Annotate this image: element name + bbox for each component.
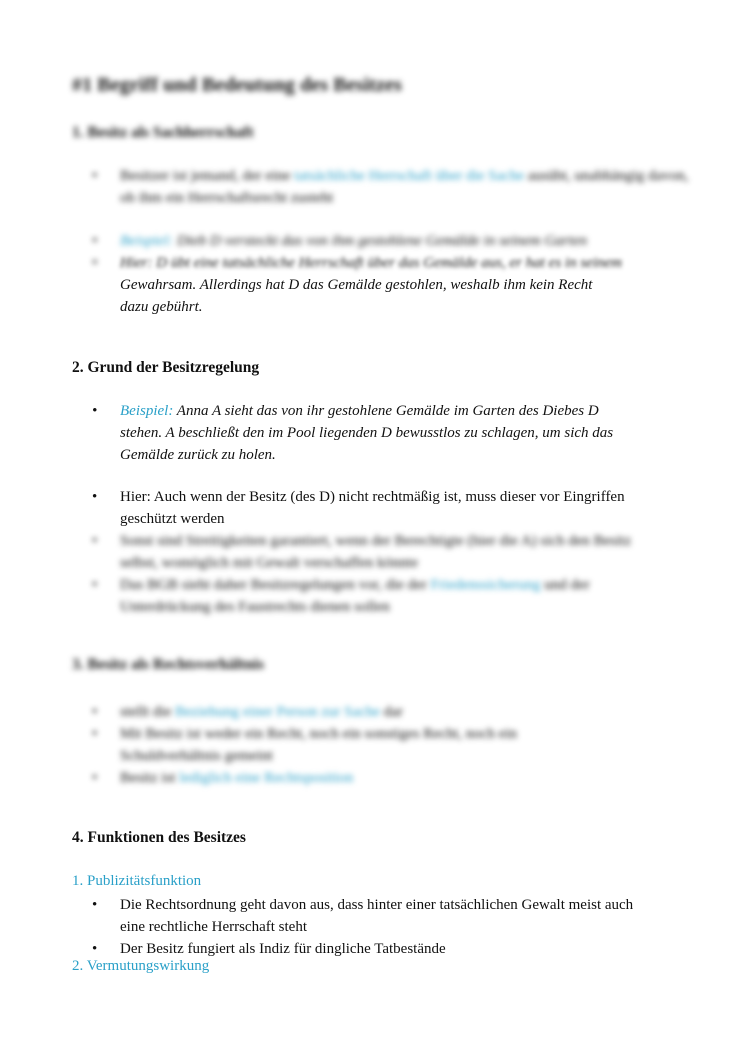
- section-1-example-list: [92, 230, 692, 318]
- bullet-icon: •: [92, 168, 98, 184]
- list-item-text: Besitzer ist jemand, der eine: [120, 168, 295, 184]
- list-item: [92, 894, 712, 938]
- list-item-text: eine rechtliche Herrschaft steht: [120, 919, 307, 935]
- list-item-text: Hier: D übt eine tatsächliche Herrschaft über das Gemälde aus, er hat es in seinem: [120, 255, 622, 271]
- bullet-icon: •: [92, 897, 98, 913]
- link-text[interactable]: lediglich eine Rechtsposition: [179, 770, 354, 786]
- list-item-text: Mit Besitz ist weder ein Recht, noch ein sonstiges Recht, noch ein: [120, 726, 518, 742]
- document-title: #1 Begriff und Bedeutung des Besitzes: [72, 74, 402, 96]
- list-item-text: Das BGB sieht daher Besitzregelungen vor, die der: [120, 577, 431, 593]
- section-3-list: [92, 701, 692, 789]
- list-item-text: und der: [540, 577, 590, 593]
- subsection-vermutung: 2. Vermutungswirkung: [72, 958, 210, 974]
- list-item-text: ausübt, unabhängig davon, ob ihm ein Herrschaftsrecht zusteht: [120, 168, 689, 206]
- section-4-heading: 4. Funktionen des Besitzes: [72, 829, 246, 846]
- list-item: [92, 574, 712, 618]
- section-2-heading: 2. Grund der Besitzregelung: [72, 359, 260, 376]
- list-item-text: dazu gebührt.: [120, 299, 203, 315]
- list-item-text: Besitz ist: [120, 770, 180, 786]
- bullet-icon: •: [92, 941, 98, 957]
- list-item: [92, 165, 692, 209]
- link-text[interactable]: Beziehung einer Person zur Sache: [175, 704, 380, 720]
- list-item-text: Gemälde zurück zu holen.: [120, 447, 276, 463]
- list-item: [92, 701, 692, 723]
- bullet-icon: •: [92, 770, 98, 786]
- list-item-text: Sonst sind Streitigkeiten garantiert, wenn der Berechtigte (hier die A) sich den Besitz: [120, 533, 632, 549]
- section-2-example-list: [92, 400, 702, 466]
- list-item-text: stellt die: [120, 704, 175, 720]
- bullet-icon: •: [92, 577, 98, 593]
- section-1-heading: 1. Besitz als Sachherrschaft: [72, 124, 254, 141]
- list-item: [92, 230, 692, 252]
- section-1-list: [92, 165, 692, 209]
- list-item-text: Anna A sieht das von ihr gestohlene Gemälde im Garten des Diebes D: [173, 403, 599, 419]
- link-text[interactable]: tatsächliche Herrschaft über die Sache: [294, 168, 524, 184]
- list-item-text: geschützt werden: [120, 511, 225, 527]
- list-item: [92, 486, 712, 530]
- list-item-text: Die Rechtsordnung geht davon aus, dass hinter einer tatsächlichen Gewalt meist auch: [120, 897, 634, 913]
- list-item: [92, 723, 692, 767]
- list-item: [92, 767, 692, 789]
- bullet-icon: •: [92, 533, 98, 549]
- link-text[interactable]: Friedenssicherung: [430, 577, 541, 593]
- bullet-icon: •: [92, 726, 98, 742]
- bullet-icon: •: [92, 255, 98, 271]
- list-item: [92, 252, 692, 318]
- bullet-icon: •: [92, 403, 98, 419]
- list-item: [92, 400, 702, 466]
- list-item: [92, 938, 712, 960]
- bullet-icon: •: [92, 233, 98, 249]
- bullet-icon: •: [92, 704, 98, 720]
- example-label: Beispiel:: [120, 403, 174, 419]
- list-item-text: Gewahrsam. Allerdings hat D das Gemälde gestohlen, weshalb ihm kein Recht: [120, 277, 593, 293]
- example-label: Beispiel:: [120, 233, 174, 249]
- section-4-list: [92, 894, 712, 960]
- bullet-icon: •: [92, 489, 98, 505]
- list-item-text: Schuldverhältnis gemeint: [120, 748, 273, 764]
- list-item-text: Der Besitz fungiert als Indiz für dingliche Tatbestände: [120, 941, 446, 957]
- list-item-text: Dieb D versteckt das von ihm gestohlene Gemälde in seinem Garten: [173, 233, 587, 249]
- list-item-text: selbst, womöglich mit Gewalt verschaffen könnte: [120, 555, 418, 571]
- section-2-list: [92, 486, 712, 618]
- list-item-text: stehen. A beschließt den im Pool liegenden D bewusstlos zu schlagen, um sich das: [120, 425, 614, 441]
- list-item-text: Unterdrückung des Faustrechts dienen sollen: [120, 599, 390, 615]
- list-item: [92, 530, 712, 574]
- list-item-text: Hier: Auch wenn der Besitz (des D) nicht rechtmäßig ist, muss dieser vor Eingriffen: [120, 489, 625, 505]
- section-3-heading: 3. Besitz als Rechtsverhältnis: [72, 656, 265, 673]
- subsection-publizitaet: 1. Publizitätsfunktion: [72, 873, 202, 889]
- list-item-text: dar: [379, 704, 403, 720]
